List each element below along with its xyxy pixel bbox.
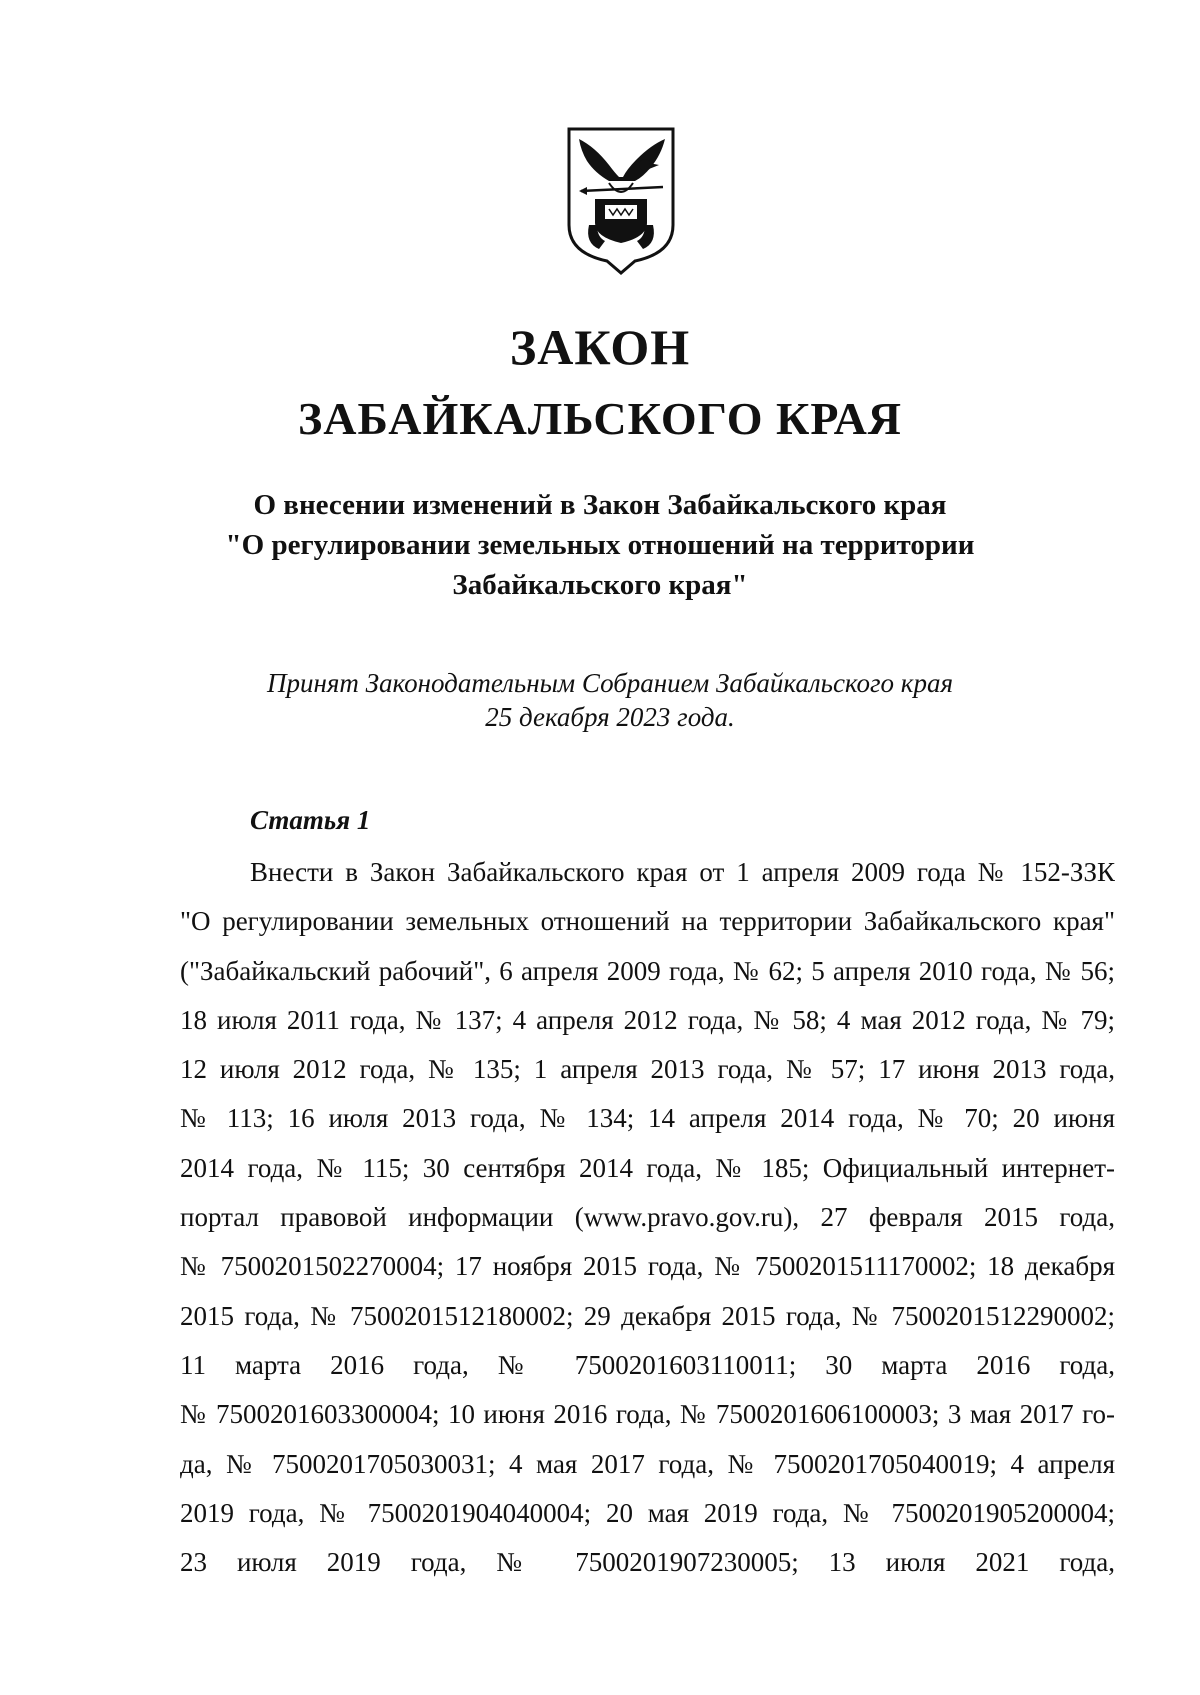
body-line: 12 июля 2012 года, № 135; 1 апреля 2013 года, № 57; 17 июня 2013 года, xyxy=(180,1054,1115,1085)
coat-of-arms-emblem xyxy=(565,125,677,275)
body-line: портал правовой информации (www.pravo.gov.ru), 27 февраля 2015 года, xyxy=(180,1202,1115,1233)
body-line: 11 марта 2016 года, № 7500201603110011; 30 марта 2016 года, xyxy=(180,1349,1115,1380)
law-subject-line-1: О внесении изменений в Закон Забайкальского края xyxy=(253,489,947,521)
adoption-note-line-1: Принят Законодательным Собранием Забайкальского края xyxy=(266,668,953,698)
body-line: № 113; 16 июля 2013 года, № 134; 14 апреля 2014 года, № 70; 20 июня xyxy=(180,1103,1115,1134)
article-heading: Статья 1 xyxy=(250,805,371,835)
body-line: 18 июля 2011 года, № 137; 4 апреля 2012 года, № 58; 4 мая 2012 года, № 79; xyxy=(180,1004,1115,1035)
law-subject-line-2: "О регулировании земельных отношений на территории xyxy=(225,529,975,561)
region-title: ЗАБАЙКАЛЬСКОГО КРАЯ xyxy=(297,393,903,444)
body-line: ("Забайкальский рабочий", 6 апреля 2009 года, № 62; 5 апреля 2010 года, № 56; xyxy=(180,955,1115,986)
body-line: Внести в Закон Забайкальского края от 1 апреля 2009 года № 152-ЗЗК xyxy=(250,857,1115,887)
body-line: № 7500201603300004; 10 июня 2016 года, № 7500201606100003; 3 мая 2017 го- xyxy=(180,1399,1115,1430)
body-line: 2015 года, № 7500201512180002; 29 декабря 2015 года, № 7500201512290002; xyxy=(180,1300,1115,1331)
adoption-date: 25 декабря 2023 года. xyxy=(485,702,735,732)
body-line: № 7500201502270004; 17 ноября 2015 года, № 7500201511170002; 18 декабря xyxy=(180,1251,1115,1282)
body-line: 2014 года, № 115; 30 сентября 2014 года, № 185; Официальный интернет- xyxy=(180,1152,1115,1183)
law-subject-line-3: Забайкальского края" xyxy=(452,569,748,601)
body-line: да, № 7500201705030031; 4 мая 2017 года, № 7500201705040019; 4 апреля xyxy=(180,1448,1115,1479)
article-body xyxy=(180,848,1115,1587)
body-line: "О регулировании земельных отношений на территории Забайкальского края" xyxy=(180,906,1115,937)
body-line: 23 июля 2019 года, № 7500201907230005; 13 июля 2021 года, xyxy=(180,1547,1115,1578)
body-line: 2019 года, № 7500201904040004; 20 мая 2019 года, № 7500201905200004; xyxy=(180,1497,1115,1528)
law-title: ЗАКОН xyxy=(509,319,691,375)
